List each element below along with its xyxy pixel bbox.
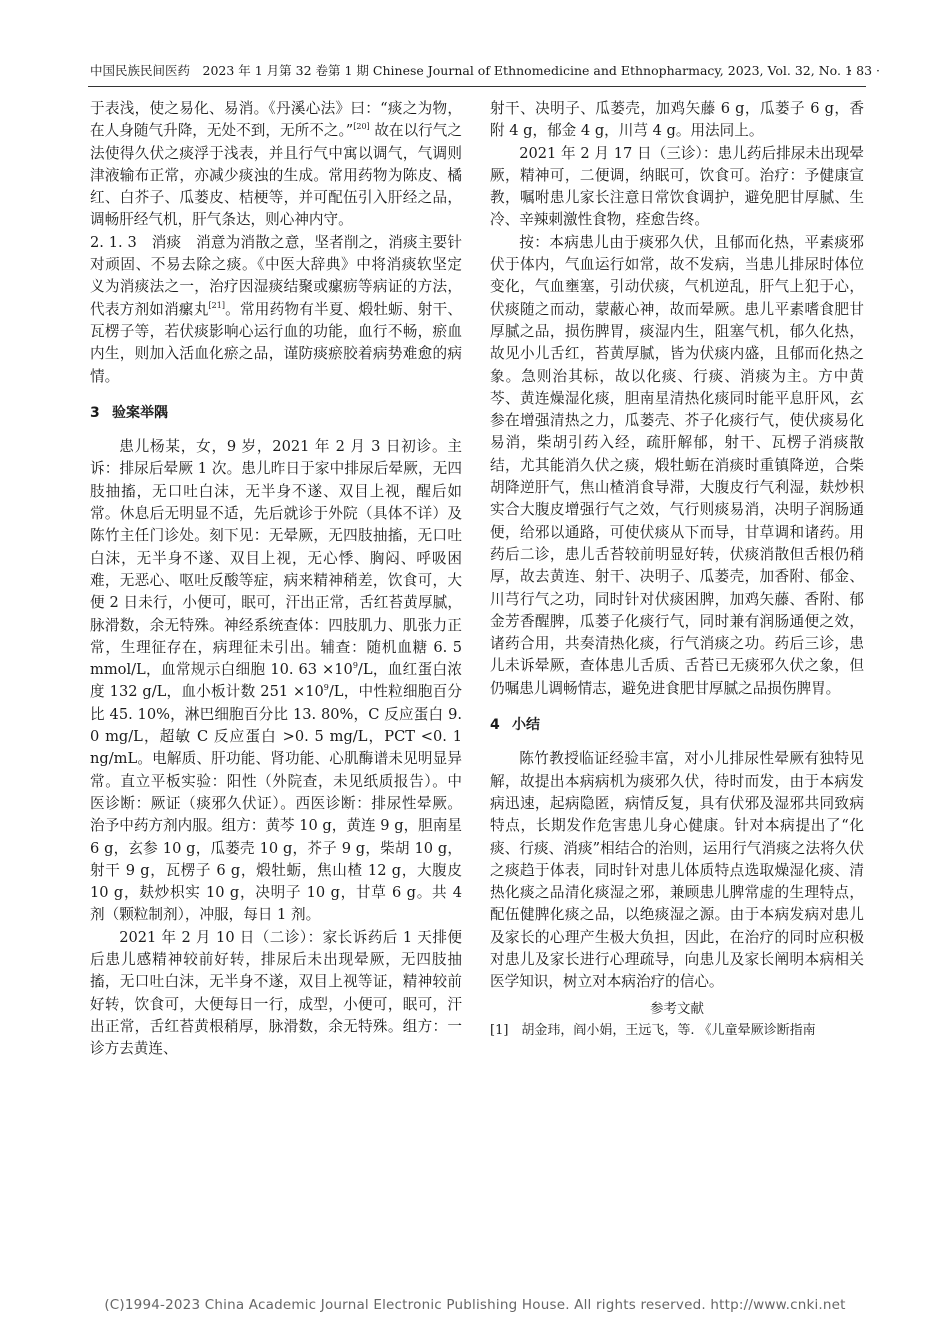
references-title: 参考文献 [650, 1000, 704, 1017]
paragraph-commentary: 按：本病患儿由于痰邪久伏，且郁而化热，平素痰邪伏于体内，气血运行如常，故不发病，当患儿排尿时体位变化，气血壅塞，引动伏痰，气机逆乱，肝气上犯于心，伏痰随之而动，蒙蔽心神，故而晕厥。患儿平素嗜食肥甘厚腻之品，损伤脾胃，痰湿内生，阻塞气机，郁久化热，故见小儿舌红，苔黄厚腻，皆为伏痰内盛，且郁而化热之象。急则治其标，故以化痰、行痰、消痰为主。方中黄芩、黄连燥湿化痰，胆南星清热化痰同时能平息肝风，玄参在增强清热之力，瓜蒌壳、芥子化痰行气，使伏痰易化易消，柴胡引药入经，疏肝解郁，射干、瓦楞子消痰散结，尤其能消久伏之痰，煅牡蛎在消痰时重镇降逆，合柴胡降逆肝气，焦山楂消食导滞，大腹皮行气利湿，麸炒枳实合大腹皮增强行气之效，气行则痰易消，决明子润肠通便，给邪以通路，可使伏痰从下而导，甘草调和诸药。用药后二诊，患儿舌苔较前明显好转，伏痰消散但舌根仍稍厚，故去黄连、射干、决明子、瓜蒌壳，加香附、郁金、川芎行气之功，同时针对伏痰困脾，加鸡矢藤、香附、郁金芳香醒脾，瓜蒌子化痰行气，同时兼有润肠通便之效，诸药合用，共奏清热化痰，行气消痰之功。药后三诊，患儿未诉晕厥，查体患儿舌质、舌苔已无痰邪久伏之象，但仍嘱患儿调畅情志，避免进食肥甘厚腻之品损伤脾胃。 [490, 233, 864, 697]
running-header [90, 62, 880, 80]
paragraph-second-visit: 2021 年 2 月 10 日（二诊）：家长诉药后 1 天排便后患儿感精神较前好转，排尿后未出现晕厥，无四肢抽搐，无口吐白沫，无半身不遂，双目上视等证，精神较前好转，饮食可，大便每日一行，成型，小便可，眠可，汗出正常，舌红苔黄根稍厚，脉滑数，余无特殊。组方：一诊方去黄连、 [90, 928, 462, 1058]
citation-20: [20] [353, 122, 370, 132]
paragraph-second-visit-continued: 射干、决明子、瓜蒌壳，加鸡矢藤 6 g，瓜蒌子 6 g，香附 4 g，郁金 4 g，川芎 4 g。用法同上。 [490, 100, 864, 140]
journal-header-text: 中国民族民间医药 2023 年 1 月第 32 卷第 1 期 Chinese Journal of Ethnomedicine and Ethnopharmacy, 2023, Vol. 32, No. 1 [90, 63, 853, 78]
section-4-number: 4 [490, 717, 500, 734]
section-4-heading [490, 714, 864, 736]
left-column [90, 98, 462, 1060]
section-3-title: 验案举隅 [112, 404, 168, 421]
right-column [490, 98, 864, 1042]
section-3-heading [90, 402, 462, 424]
section-4-title: 小结 [512, 717, 540, 734]
citation-21: [21] [208, 300, 225, 310]
paragraph-summary: 陈竹教授临证经验丰富，对小儿排尿性晕厥有独特见解，故提出本病病机为痰邪久伏，待时而发，由于本病发病迅速，起病隐匿，病情反复，具有伏邪及湿邪共同致病特点，长期发作危害患儿身心健康。针对本病提出了“化痰、行痰、消痰”相结合的治则，运用行气消痰之法将久伏之痰趋于体表，同时针对患儿体质特点选取燥湿化痰、清热化痰之品清化痰湿之邪，兼顾患儿脾常虚的生理特点，配伍健脾化痰之品，以绝痰湿之源。由于本病发病对患儿及家长的心理产生极大负担，因此，在治疗的同时应积极对患儿及家长进行心理疏导，向患儿及家长阐明本病相关医学知识，树立对本病治疗的信心。 [490, 750, 864, 991]
page-number: · 83 · [848, 63, 880, 78]
reference-1: [1] 胡金玮，阎小娟，王远飞，等. 《儿童晕厥诊断指南 [490, 1022, 816, 1038]
paragraph-third-visit: 2021 年 2 月 17 日（三诊）：患儿药后排尿未出现晕厥，精神可，二便调，纳眠可，饮食可。治疗：予健康宣教，嘱咐患儿家长注意日常饮食调护，避免肥甘厚腻、生冷、辛辣刺激性食物，痊愈告终。 [490, 144, 864, 229]
paragraph-2-1-3-xiaotan: 2. 1. 3 消痰 消意为消散之意，坚者削之，消痰主要针对顽固、不易去除之痰。《中医大辞典》中将消痰软坚定义为消痰法之一，治疗因湿痰结聚或瘰疬等病证的方法，代表方剂如消瘰丸[21]。常用药物有半夏、煅牡蛎、射干、瓦楞子等，若伏痰影响心运行血的功能，血行不畅，瘀血内生，则加入活血化瘀之品，谨防痰瘀胶着病势难愈的病情。 [90, 233, 462, 385]
paragraph-qi-method: 于表浅，使之易化、易消。《丹溪心法》曰：“痰之为物，在人身随气升降，无处不到，无所不之。”[20] 故在以行气之法使得久伏之痰浮于浅表，并且行气中寓以调气，气调则津液输布正常，亦减少痰浊的生成。常用药物为陈皮、橘红、白芥子、瓜蒌皮、桔梗等，并可配伍引入肝经之品，调畅肝经气机，肝气条达，则心神内守。 [90, 100, 463, 229]
paragraph-case-report: 患儿杨某，女，9 岁，2021 年 2 月 3 日初诊。主诉：排尿后晕厥 1 次。患儿昨日于家中排尿后晕厥，无四肢抽搐，无口吐白沫，无半身不遂、双目上视，醒后如常。休息后无明显不适，先后就诊于外院（具体不详）及陈竹主任门诊处。刻下见：无晕厥，无四肢抽搐，无口吐白沫，无半身不遂、双目上视，无心悸、胸闷、呼吸困难，无恶心、呕吐反酸等症，病来精神稍差，饮食可，大便 2 日未行，小便可，眠可，汗出正常，舌红苔黄厚腻，脉滑数，余无特殊。神经系统查体：四肢肌力、肌张力正常，生理征存在，病理征未引出。辅查：随机血糖 6. 5 mmol/L，血常规示白细胞 10. $63 \times 10^9/L$，血红蛋白浓度 132 g/L，血小板计数 $251 \times 10^9/L$，中性粒细胞百分比 45. 10%，淋巴细胞百分比 13. 80%，C 反应蛋白 9. 0 mg/L，超敏 C 反应蛋白 >0. 5 mg/L，PCT <0. 1 ng/mL。电解质、肝功能、肾功能、心肌酶谱未见明显异常。直立平板实验：阳性（外院查，未见纸质报告）。中医诊断：厥证（痰邪久伏证）。西医诊断：排尿性晕厥。治予中药方剂内服。组方：黄芩 10 g，黄连 9 g，胆南星 6 g，玄参 10 g，瓜蒌壳 10 g，芥子 9 g，柴胡 10 g，射干 9 g，瓦楞子 6 g，煅牡蛎，焦山楂 12 g，大腹皮 10 g，麸炒枳实 10 g，决明子 10 g，甘草 6 g。共 4 剂（颗粒制剂），冲服，每日 1 剂。 [90, 438, 463, 924]
section-3-number: 3 [90, 404, 100, 421]
header-rule [88, 86, 866, 87]
copyright-footer: (C)1994-2023 China Academic Journal Electronic Publishing House. All rights reserved. http://www.cnki.net [104, 1297, 846, 1313]
